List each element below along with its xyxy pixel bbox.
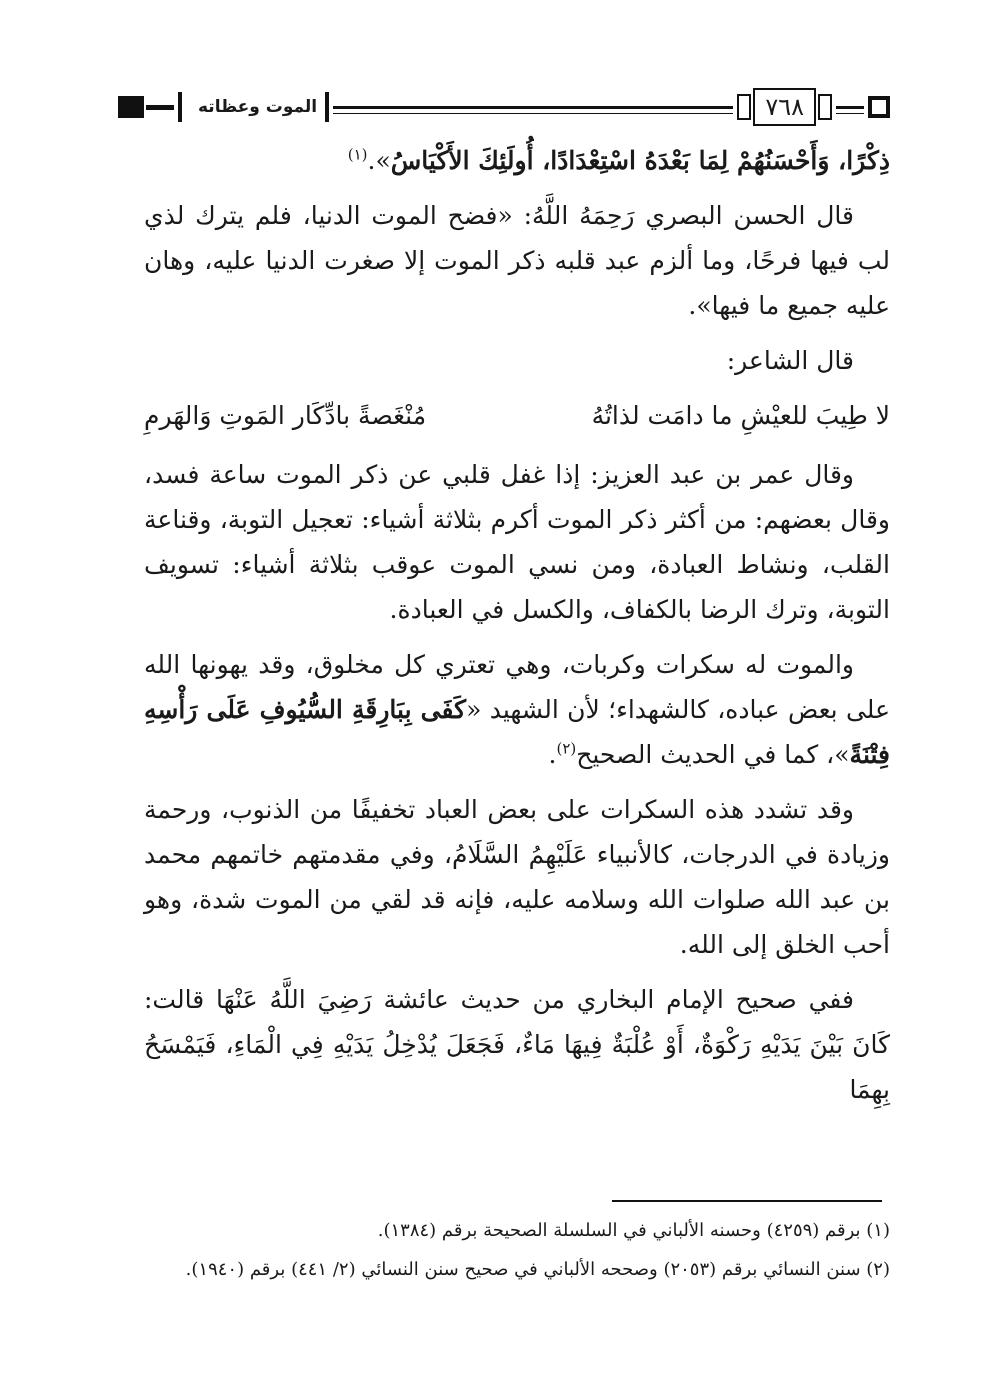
hadith-text: كَفَى بِبَارِقَةِ السُّيُوفِ عَلَى رَأْسِهِ فِتْنَةً	[144, 695, 890, 769]
p7-text: ففي صحيح الإمام البخاري من حديث عائشة رَضِيَ اللَّهُ عَنْهَا قالت:	[144, 985, 854, 1014]
header-separator	[325, 92, 329, 122]
paragraph-1	[144, 138, 890, 183]
paragraph-6: وقد تشدد هذه السكرات على بعض العباد تخفيفًا من الذنوب، ورحمة وزيادة في الدرجات، كالأنبياء عَلَيْهِمُ السَّلَامُ، وفي مقدمتهم خاتمهم محمد بن عبد الله صلوات الله وسلامه عليه، فإنه قد لقي من الموت شدة، وهو أحب الخلق إلى الله.	[144, 795, 891, 959]
p5-text-end: »، كما في الحديث الصحيح	[576, 740, 850, 769]
paragraph-2: قال الحسن البصري رَحِمَهُ اللَّهُ: «فضح الموت الدنيا، فلم يترك لذي لب فيها فرحًا، وما ألزم عبد قلبه ذكر الموت إلا صغرت الدنيا عليه، وهان عليه جميع ما فيها».	[144, 201, 891, 320]
header-rule-right	[836, 106, 864, 114]
poem-verse	[144, 393, 890, 438]
p5-tail: .	[548, 740, 557, 769]
page-header	[118, 82, 890, 132]
footnotes	[144, 1214, 890, 1292]
footnote-2: (٢) سنن النسائي برقم (٢٠٥٣) وصححه الألباني في صحيح سنن النسائي (٢/ ٤٤١) برقم (١٩٤٠).	[185, 1259, 890, 1280]
verse-first-hemistich: لا طِيبَ للعيْشِ ما دامَت لذاتُهُ	[591, 401, 890, 430]
header-ornament-left	[118, 96, 144, 118]
page-body	[144, 138, 890, 1122]
paragraph-3: قال الشاعر:	[726, 346, 854, 375]
verse-second-hemistich: مُنْغَصةً بادِّكَار المَوتِ وَالهَرمِ	[144, 401, 427, 430]
header-rule	[333, 106, 733, 114]
page-number-frame	[737, 86, 832, 128]
footnote-ref-2[interactable]: (٢)	[556, 739, 577, 758]
quote-close: ».	[367, 146, 391, 175]
header-separator	[178, 92, 182, 122]
running-title: الموت وعظاته	[198, 97, 318, 117]
hadith-text: كَانَ بَيْنَ يَدَيْهِ رَكْوَةٌ، أَوْ عُلْبَةٌ فِيهَا مَاءٌ، فَجَعَلَ يُدْخِلُ يَدَيْهِ فِي الْمَاءِ، فَيَمْسَحُ بِهِمَا	[144, 1030, 890, 1104]
frame-knot-left	[737, 94, 751, 120]
header-rule-left	[146, 105, 174, 110]
p5-text: والموت له سكرات وكربات، وهي تعتري كل مخلوق، وقد يهونها الله على بعض عباده، كالشهداء؛ لأن الشهيد «	[144, 650, 891, 724]
hadith-text: ذِكْرًا، وَأَحْسَنُهُمْ لِمَا بَعْدَهُ اسْتِعْدَادًا، أُولَئِكَ الأَكْيَاسُ	[390, 146, 890, 175]
paragraph-5	[144, 642, 890, 777]
footnote-separator	[612, 1200, 882, 1202]
footnote-1: (١) برقم (٤٢٥٩) وحسنه الألباني في السلسلة الصحيحة برقم (١٣٨٤).	[377, 1220, 890, 1241]
page-number: ٧٦٨	[753, 88, 816, 126]
frame-knot-right	[818, 94, 832, 120]
header-ornament-right	[868, 96, 890, 118]
paragraph-4: وقال عمر بن عبد العزيز: إذا غفل قلبي عن ذكر الموت ساعة فسد، وقال بعضهم: من أكثر ذكر الموت أكرم بثلاثة أشياء: تعجيل التوبة، وقناعة القلب، ونشاط العبادة، ومن نسي الموت عوقب بثلاثة أشياء: تسويف التوبة، وترك الرضا بالكفاف، والكسل في العبادة.	[144, 460, 890, 624]
footnote-ref-1[interactable]: (١)	[347, 145, 368, 164]
paragraph-7	[144, 977, 890, 1112]
